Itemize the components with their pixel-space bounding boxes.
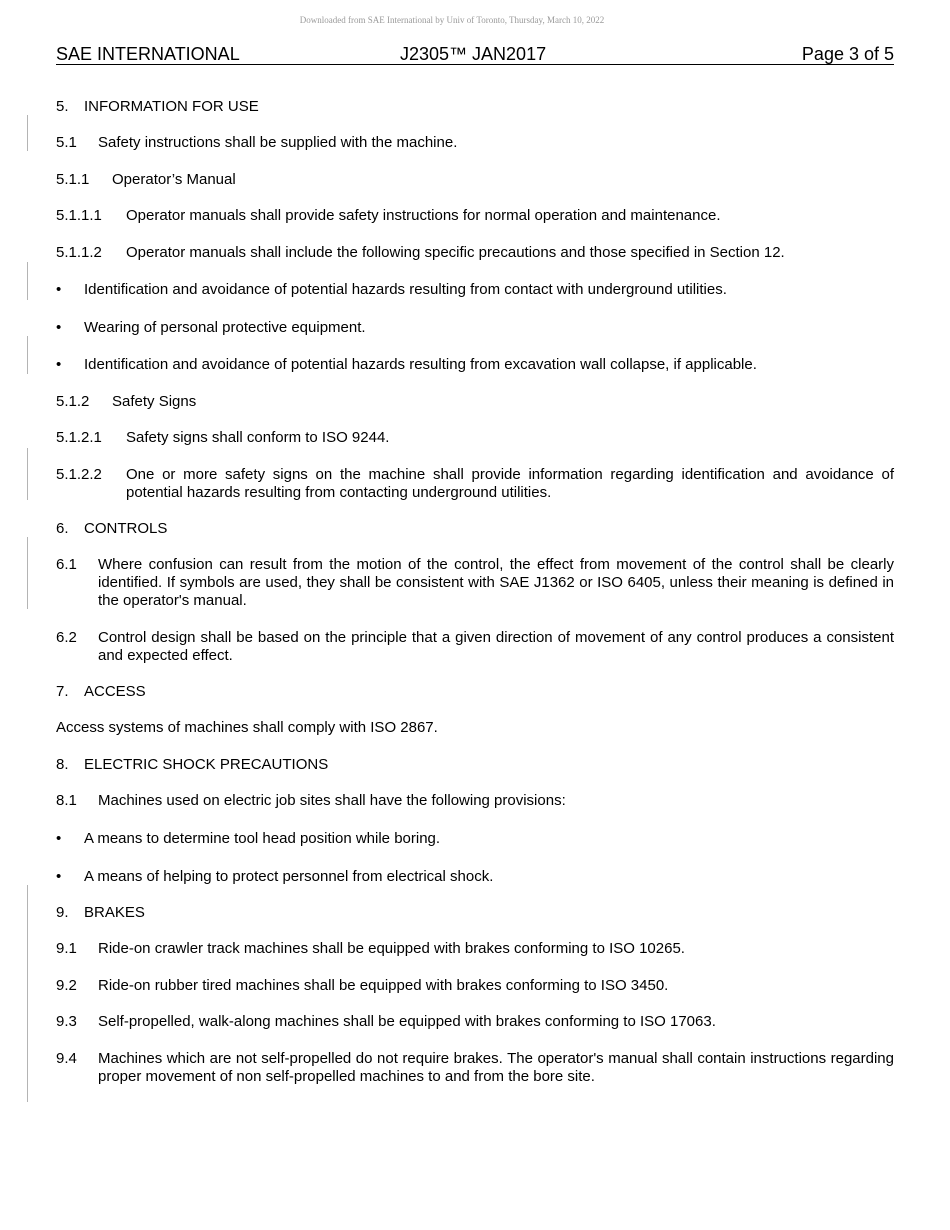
list-item	[56, 868, 894, 886]
paragraph-number: 9.4	[56, 1050, 77, 1067]
section-title: ACCESS	[84, 683, 146, 700]
paragraph-number: 5.1.2.1	[56, 429, 102, 446]
paragraph-number: 5.1.1.2	[56, 244, 102, 261]
paragraph-text: Access systems of machines shall comply with ISO 2867.	[56, 719, 438, 736]
paragraph-text: Operator manuals shall provide safety instructions for normal operation and maintenance.	[126, 207, 721, 224]
section-number: 8.	[56, 756, 69, 773]
section-title: ELECTRIC SHOCK PRECAUTIONS	[84, 756, 329, 773]
paragraph	[56, 977, 894, 995]
download-watermark: Downloaded from SAE International by Univ of Toronto, Thursday, March 10, 2022	[299, 15, 605, 25]
paragraph-number: 5.1.1	[56, 171, 90, 188]
paragraph	[56, 719, 894, 737]
section-heading	[56, 98, 894, 116]
header-page-number: Page 3 of 5	[801, 44, 894, 64]
bullet-glyph: •	[56, 356, 62, 373]
subsection-title: Operator’s Manual	[112, 171, 236, 188]
paragraph-number: 5.1	[56, 134, 77, 151]
list-item	[56, 319, 894, 337]
section-heading	[56, 904, 894, 922]
bullet-glyph: •	[56, 281, 62, 298]
paragraph	[56, 466, 894, 502]
bullet-glyph: •	[56, 868, 62, 885]
list-item-text: Identification and avoidance of potential hazards resulting from contact with underground utilities.	[84, 281, 727, 298]
section-number: 5.	[56, 98, 69, 115]
paragraph-text: Safety signs shall conform to ISO 9244.	[126, 429, 390, 446]
paragraph-number: 5.1.2.2	[56, 466, 102, 483]
paragraph	[56, 429, 894, 447]
change-bar	[27, 885, 28, 1102]
paragraph-text: Machines used on electric job sites shall have the following provisions:	[98, 792, 566, 809]
list-item-text: A means to determine tool head position while boring.	[84, 830, 441, 847]
paragraph-text: One or more safety signs on the machine shall provide information regarding identification and avoidance of potential hazards resulting from contacting underground utilities.	[126, 466, 894, 501]
paragraph-number: 9.3	[56, 1013, 77, 1030]
list-item-text: Wearing of personal protective equipment.	[84, 319, 366, 336]
section-title: INFORMATION FOR USE	[84, 98, 259, 115]
paragraph-text: Safety instructions shall be supplied with the machine.	[98, 134, 458, 151]
paragraph	[56, 940, 894, 958]
subsection-title: Safety Signs	[112, 393, 197, 410]
section-number: 6.	[56, 520, 69, 537]
paragraph-text: Control design shall be based on the principle that a given direction of movement of any control produces a consistent and expected effect.	[98, 629, 894, 664]
list-item-text: Identification and avoidance of potential hazards resulting from excavation wall collapse, if applicable.	[84, 356, 757, 373]
list-item	[56, 281, 894, 299]
section-title: CONTROLS	[84, 520, 168, 537]
section-number: 9.	[56, 904, 69, 921]
paragraph	[56, 1013, 894, 1031]
paragraph	[56, 556, 894, 610]
paragraph	[56, 244, 894, 262]
paragraph	[56, 134, 894, 152]
section-number: 7.	[56, 683, 69, 700]
section-title: BRAKES	[84, 904, 145, 921]
paragraph-text: Operator manuals shall include the following specific precautions and those specified in Section 12.	[126, 244, 785, 261]
change-bar	[27, 262, 28, 300]
section-heading	[56, 756, 894, 774]
section-heading	[56, 683, 894, 701]
paragraph	[56, 792, 894, 810]
paragraph-number: 9.1	[56, 940, 77, 957]
header-document-id: J2305™ JAN2017	[400, 44, 547, 64]
paragraph	[56, 207, 894, 225]
list-item	[56, 356, 894, 374]
paragraph-text: Self-propelled, walk-along machines shall be equipped with brakes conforming to ISO 17063.	[98, 1013, 716, 1030]
page-header	[56, 44, 894, 65]
paragraph-text: Ride-on crawler track machines shall be equipped with brakes conforming to ISO 10265.	[98, 940, 685, 957]
subsection-heading	[56, 393, 894, 411]
header-organization: SAE INTERNATIONAL	[56, 44, 240, 64]
change-bar	[27, 336, 28, 374]
list-item	[56, 830, 894, 848]
change-bar	[27, 537, 28, 609]
paragraph	[56, 629, 894, 665]
bullet-glyph: •	[56, 319, 62, 336]
subsection-heading	[56, 171, 894, 189]
paragraph-number: 6.1	[56, 556, 77, 573]
bullet-glyph: •	[56, 830, 62, 847]
paragraph	[56, 1050, 894, 1086]
paragraph-number: 5.1.1.1	[56, 207, 102, 224]
paragraph-text: Where confusion can result from the motion of the control, the effect from movement of the control shall be clearly identified. If symbols are used, they shall be consistent with SAE J1362 or ISO 6405, unless their meaning is defined in the operator's manual.	[98, 556, 894, 609]
list-item-text: A means of helping to protect personnel from electrical shock.	[84, 868, 494, 885]
paragraph-number: 8.1	[56, 792, 77, 809]
paragraph-number: 9.2	[56, 977, 77, 994]
paragraph-number: 6.2	[56, 629, 77, 646]
change-bar	[27, 115, 28, 151]
paragraph-number: 5.1.2	[56, 393, 90, 410]
paragraph-text: Ride-on rubber tired machines shall be equipped with brakes conforming to ISO 3450.	[98, 977, 669, 994]
change-bar	[27, 448, 28, 500]
paragraph-text: Machines which are not self-propelled do not require brakes. The operator's manual shall contain instructions regarding proper movement of non self-propelled machines to and from the bore site.	[98, 1050, 894, 1085]
section-heading	[56, 520, 894, 538]
